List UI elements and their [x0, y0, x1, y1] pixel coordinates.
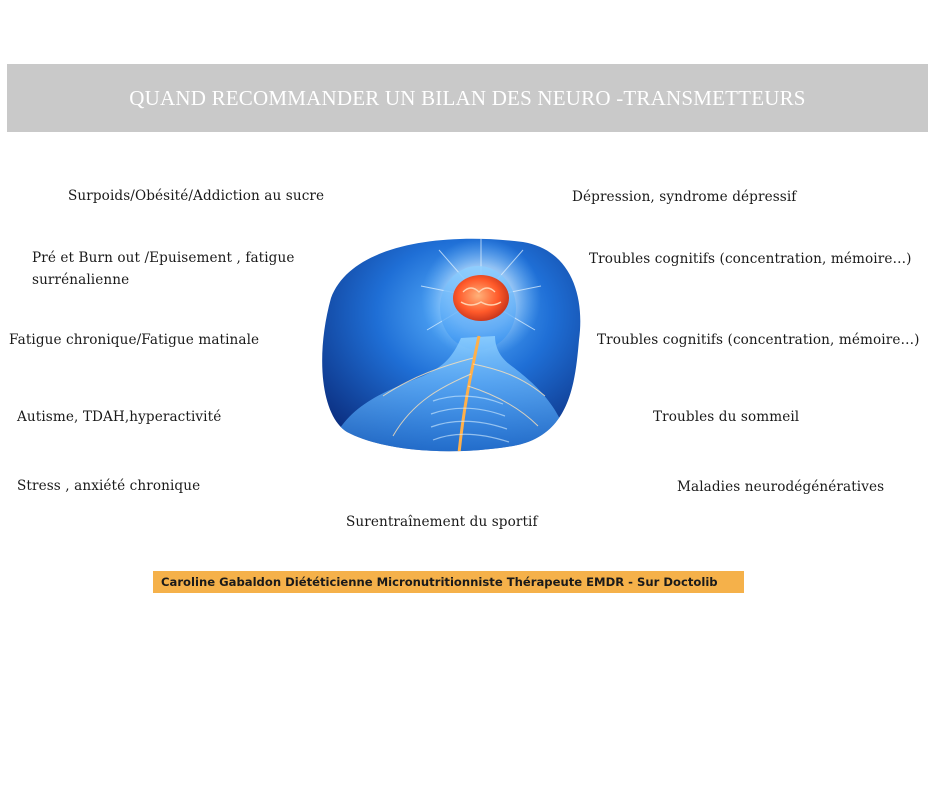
author-banner — [153, 571, 744, 593]
left-item-stress: Stress , anxiété chronique — [17, 478, 201, 494]
left-item-burnout: Pré et Burn out /Epuisement , fatigue surrénalienne — [32, 250, 295, 288]
human-brain-icon — [313, 236, 585, 453]
left-item-surpoids: Surpoids/Obésité/Addiction au sucre — [68, 188, 325, 204]
page-title: QUAND RECOMMANDER UN BILAN DES NEURO -TRANSMETTEURS — [129, 85, 806, 110]
right-item-depression: Dépression, syndrome dépressif — [572, 189, 797, 205]
right-item-sommeil: Troubles du sommeil — [653, 409, 800, 425]
right-item-cognitifs-1: Troubles cognitifs (concentration, mémoire…) — [589, 251, 912, 267]
brain-illustration — [313, 236, 585, 453]
title-banner — [7, 64, 928, 132]
left-item-fatigue: Fatigue chronique/Fatigue matinale — [9, 332, 260, 348]
left-item-autisme: Autisme, TDAH,hyperactivité — [17, 409, 222, 425]
right-item-cognitifs-2: Troubles cognitifs (concentration, mémoire…) — [597, 332, 920, 348]
author-text: Caroline Gabaldon Diététicienne Micronutritionniste Thérapeute EMDR - Sur Doctolib — [161, 575, 718, 589]
center-item-surentrainement: Surentraînement du sportif — [346, 514, 538, 530]
right-item-neuro: Maladies neurodégénératives — [677, 479, 885, 495]
